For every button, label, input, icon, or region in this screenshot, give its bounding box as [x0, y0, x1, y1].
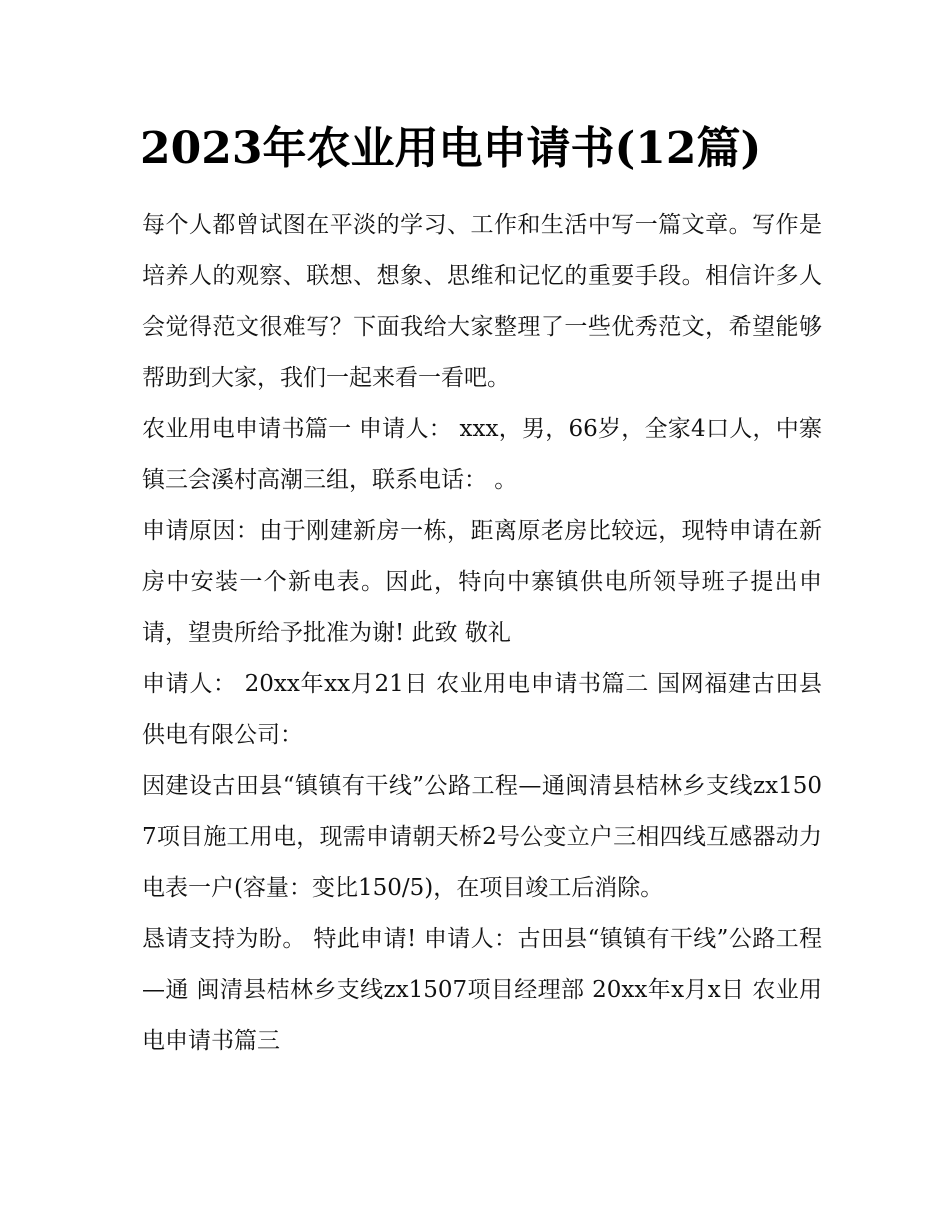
document-body: [142, 200, 822, 1067]
application-one-paragraph: 农业用电申请书篇一 申请人： xxx，男，66岁，全家4口人，中寨镇三会溪村高潮三组，联系电话： 。: [142, 416, 822, 493]
application-reason-paragraph: 申请原因：由于刚建新房一栋，距离原老房比较远，现特申请在新房中安装一个新电表。因此，特向中寨镇供电所领导班子提出申请，望贵所给予批准为谢! 此致 敬礼: [142, 518, 822, 646]
closing-paragraph: 恳请支持为盼。 特此申请! 申请人：古田县“镇镇有干线”公路工程—通 闽清县桔林乡支线zx1507项目经理部 20xx年x月x日 农业用电申请书篇三: [142, 926, 822, 1054]
construction-power-paragraph: 因建设古田县“镇镇有干线”公路工程—通闽清县桔林乡支线zx1507项目施工用电，现需申请朝天桥2号公变立户三相四线互感器动力电表一户(容量：变比150/5)，在项目竣工后消除。: [142, 773, 822, 901]
applicant-date-paragraph: 申请人： 20xx年xx月21日 农业用电申请书篇二 国网福建古田县供电有限公司：: [142, 671, 822, 748]
document-title: 2023年农业用电申请书(12篇): [140, 123, 762, 174]
intro-paragraph: 每个人都曾试图在平淡的学习、工作和生活中写一篇文章。写作是培养人的观察、联想、想象、思维和记忆的重要手段。相信许多人会觉得范文很难写？下面我给大家整理了一些优秀范文，希望能够帮助到大家，我们一起来看一看吧。: [142, 212, 822, 391]
